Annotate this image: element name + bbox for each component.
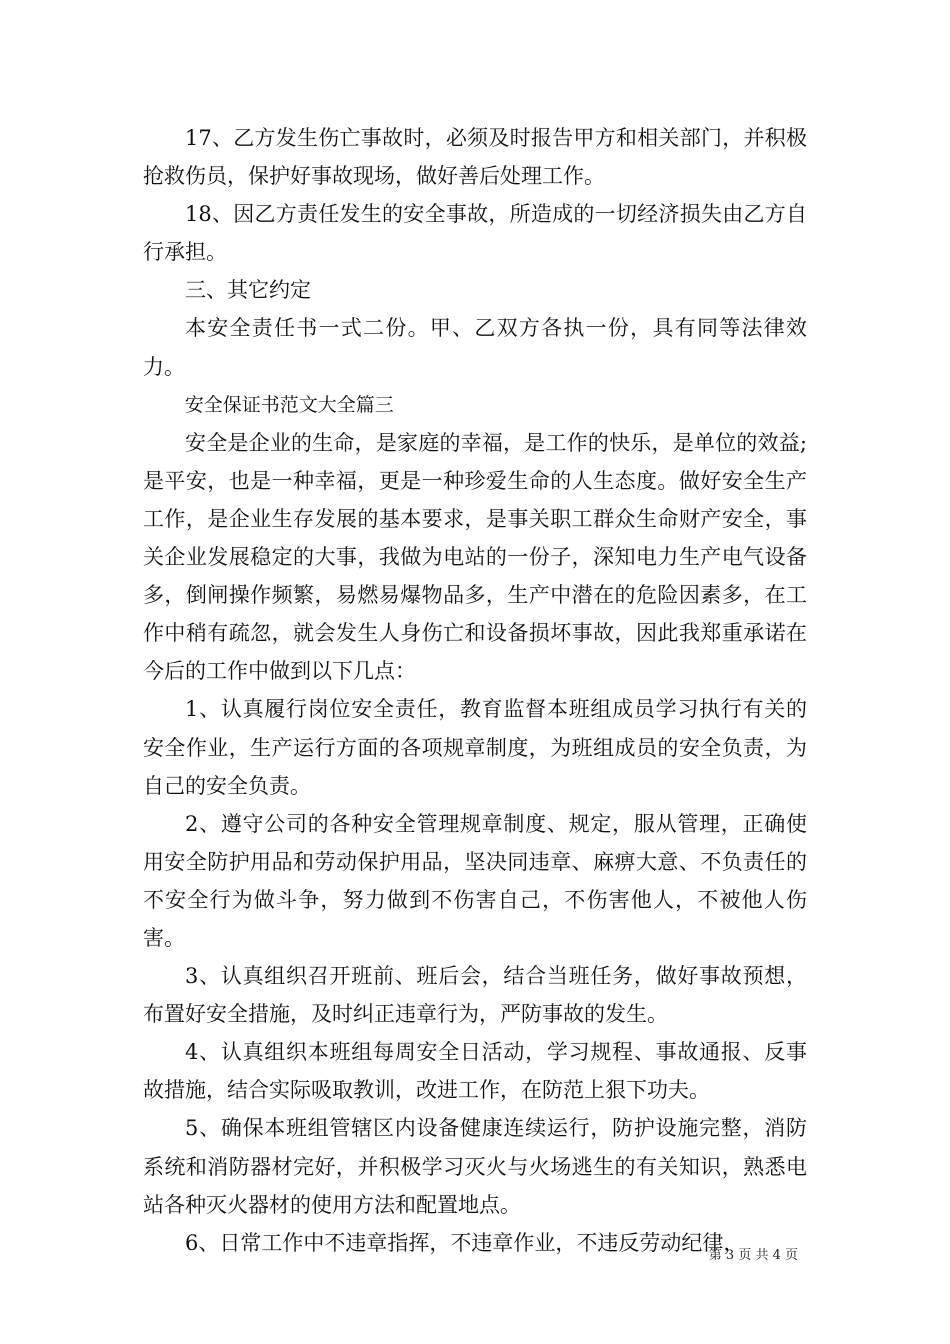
paragraph-item-4: 4、认真组织本班组每周安全日活动，学习规程、事故通报、反事故措施，结合实际吸取教训，改进工作，在防范上狠下功夫。 (143, 1040, 807, 1103)
document-body (143, 119, 807, 1262)
section-heading-other-agreements: 三、其它约定 (185, 278, 311, 303)
paragraph-item-3: 3、认真组织召开班前、班后会，结合当班任务，做好事故预想，布置好安全措施，及时纠正违章行为，严防事故的发生。 (143, 964, 807, 1027)
paragraph-item-5: 5、确保本班组管辖区内设备健康连续运行，防护设施完整，消防系统和消防器材完好，并积极学习灭火与火场逃生的有关知识，熟悉电站各种灭火器材的使用方法和配置地点。 (143, 1116, 807, 1217)
paragraph-18: 18、因乙方责任发生的安全事故，所造成的一切经济损失由乙方自行承担。 (143, 202, 807, 265)
paragraph-copies: 本安全责任书一式二份。甲、乙双方各执一份，具有同等法律效力。 (143, 316, 807, 379)
paragraph-17: 17、乙方发生伤亡事故时，必须及时报告甲方和相关部门，并积极抢救伤员，保护好事故现场，做好善后处理工作。 (143, 126, 807, 189)
paragraph-item-1: 1、认真履行岗位安全责任，教育监督本班组成员学习执行有关的安全作业，生产运行方面的各项规章制度，为班组成员的安全负责，为自己的安全负责。 (143, 697, 807, 798)
paragraph-item-2: 2、遵守公司的各种安全管理规章制度、规定，服从管理，正确使用安全防护用品和劳动保护用品，坚决同违章、麻痹大意、不负责任的不安全行为做斗争，努力做到不伤害自己，不伤害他人，不被他人伤害。 (143, 811, 807, 950)
paragraph-item-6: 6、日常工作中不违章指挥，不违章作业，不违反劳动纪律， (185, 1230, 745, 1255)
article-title: 安全保证书范文大全篇三 (184, 393, 394, 416)
page-number: 第 3 页 共 4 页 (708, 1248, 798, 1263)
paragraph-intro: 安全是企业的生命，是家庭的幸福，是工作的快乐，是单位的效益;是平安，也是一种幸福，更是一种珍爱生命的人生态度。做好安全生产工作，是企业生存发展的基本要求，是事关职工群众生命财产安全，事关企业发展稳定的大事，我做为电站的一份子，深知电力生产电气设备多，倒闸操作频繁，易燃易爆物品多，生产中潜在的危险因素多，在工作中稍有疏忽，就会发生人身伤亡和设备损坏事故，因此我郑重承诺在今后的工作中做到以下几点： (143, 430, 807, 684)
